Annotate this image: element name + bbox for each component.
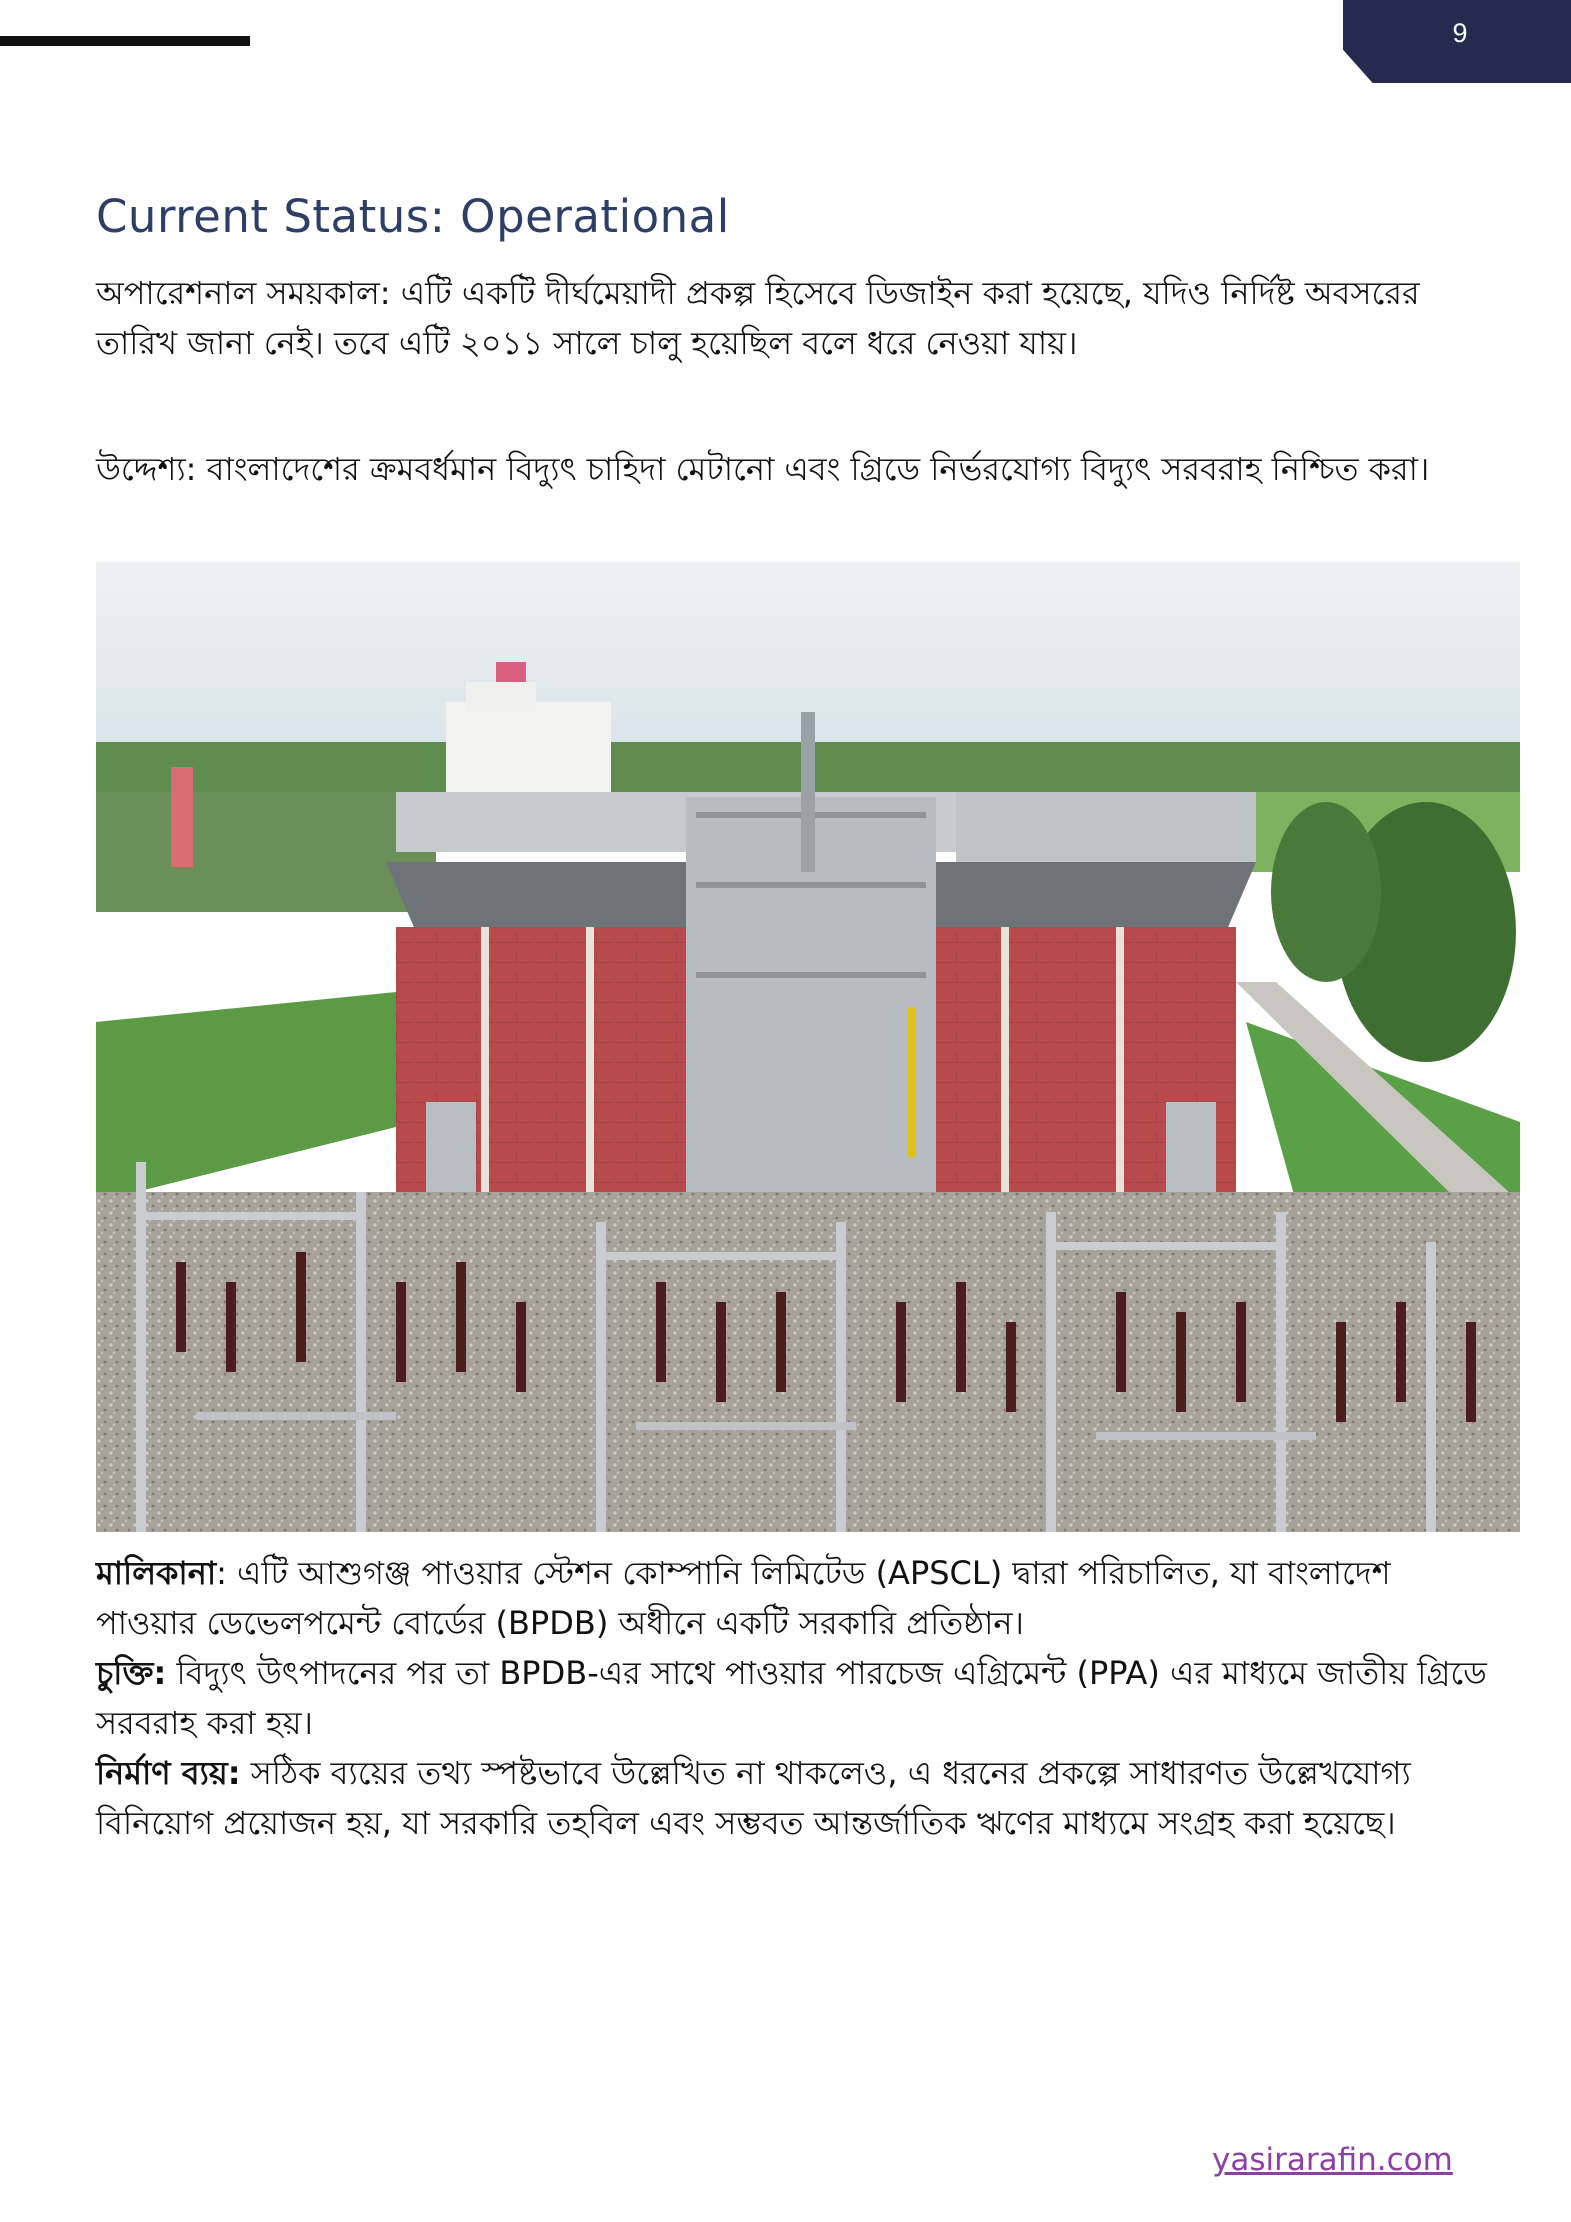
footer-website-link[interactable]: yasirarafin.com [1212,2142,1453,2178]
construction-cost-paragraph [96,1748,1496,1848]
ownership-label: মালিকানা [96,1554,217,1592]
ownership-paragraph [96,1548,1496,1648]
purpose-paragraph: উদ্দেশ্য: বাংলাদেশের ক্রমবর্ধমান বিদ্যুৎ চাহিদা মেটানো এবং গ্রিডে নির্ভরযোগ্য বিদ্যুৎ সরবরাহ নিশ্চিত করা। [96,450,1430,488]
contract-label: চুক্তি: [96,1654,167,1692]
top-decorative-rule [0,36,250,46]
page-number: 9 [1452,18,1468,48]
section-heading: Current Status: Operational [96,190,730,243]
operational-period-paragraph: অপারেশনাল সময়কাল: এটি একটি দীর্ঘমেয়াদী প্রকল্প হিসেবে ডিজাইন করা হয়েছে, যদিও নির্দিষ্ট অবসরের তারিখ জানা নেই। তবে এটি ২০১১ সালে চালু হয়েছিল বলে ধরে নেওয়া যায়। [96,274,1420,362]
contract-text: বিদ্যুৎ উৎপাদনের পর তা BPDB-এর সাথে পাওয়ার পারচেজ এগ্রিমেন্ট (PPA) এর মাধ্যমে জাতীয় গ্রিডে সরবরাহ করা হয়। [96,1654,1487,1742]
cost-label: নির্মাণ ব্যয়: [96,1754,241,1792]
power-plant-photo [96,562,1520,1532]
power-plant-illustration [96,562,1520,1532]
cost-text: সঠিক ব্যয়ের তথ্য স্পষ্টভাবে উল্লেখিত না থাকলেও, এ ধরনের প্রকল্পে সাধারণত উল্লেখযোগ্য বিনিয়োগ প্রয়োজন হয়, যা সরকারি তহবিল এবং সম্ভবত আন্তর্জাতিক ঋণের মাধ্যমে সংগ্রহ করা হয়েছে। [96,1754,1411,1842]
contract-paragraph [96,1648,1496,1748]
ownership-text: : এটি আশুগঞ্জ পাওয়ার স্টেশন কোম্পানি লিমিটেড (APSCL) দ্বারা পরিচালিত, যা বাংলাদেশ পাওয়ার ডেভেলপমেন্ট বোর্ডের (BPDB) অধীনে একটি সরকারি প্রতিষ্ঠান। [96,1554,1391,1642]
